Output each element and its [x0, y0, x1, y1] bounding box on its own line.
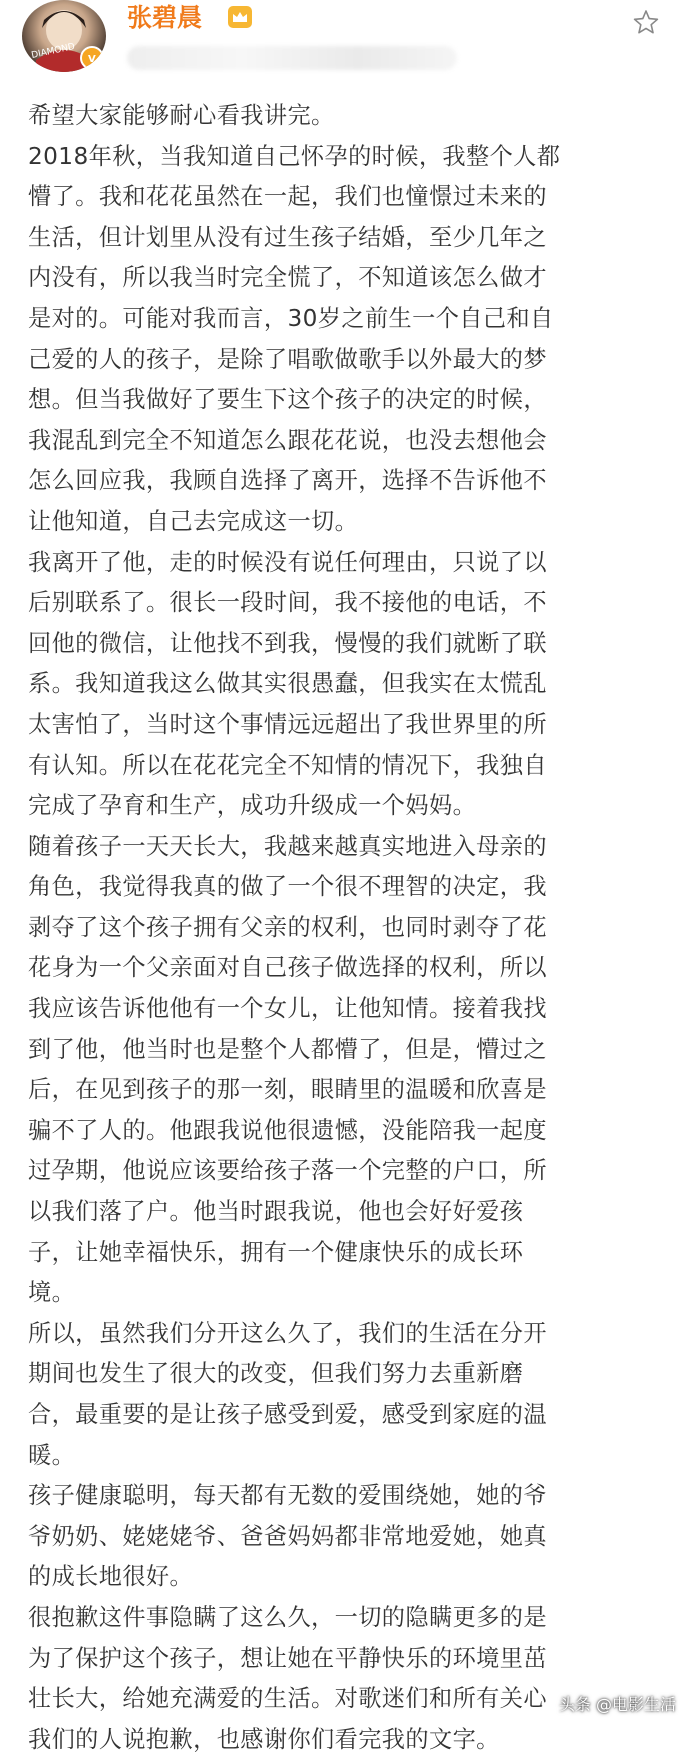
post-meta-blurred [127, 46, 457, 70]
paragraph: 很抱歉这件事隐瞒了这么久，一切的隐瞒更多的是 为了保护这个孩子，想让她在平静快乐的环境里茁 壮长大，给她充满爱的生活。对歌迷们和所有关心 我们的人说抱歉，也感谢你们看完我的文字。 [28, 1603, 547, 1753]
paragraph: 随着孩子一天天长大，我越来越真实地进入母亲的 角色，我觉得我真的做了一个很不理智的决定，我 剥夺了这个孩子拥有父亲的权利，也同时剥夺了花 花身为一个父亲面对自己孩子做选择的权利，所以 我应该告诉他他有一个女儿，让他知情。接着我找 到了他，他当时也是整个人都懵了，但是，懵过之 后，在见到孩子的那一刻，眼睛里的温暖和欣喜是 骗不了人的。他跟我说他很遗憾，没能陪我一起度 过孕期，他说应该要给孩子落一个完整的户口，所 以我们落了户。他当时跟我说，他也会好好爱孩 子，让她幸福快乐，拥有一个健康快乐的成长环 境。 [28, 832, 547, 1307]
paragraph: 我离开了他，走的时候没有说任何理由，只说了以 后别联系了。很长一段时间，我不接他的电话，不 回他的微信，让他找不到我，慢慢的我们就断了联 系。我知道我这么做其实很愚蠢，但我实在太慌乱 太害怕了，当时这个事情远远超出了我世界里的所 有认知。所以在花花完全不知情的情况下，我独自 完成了孕育和生产，成功升级成一个妈妈。 [28, 548, 547, 820]
watermark: 头条 @电影生活 [558, 1695, 676, 1714]
verified-icon [80, 46, 104, 70]
post-header [0, 0, 700, 100]
crown-icon [228, 6, 252, 28]
paragraph: 希望大家能够耐心看我讲完。 [28, 102, 335, 129]
post-body [28, 96, 688, 1760]
paragraph: 所以，虽然我们分开这么久了，我们的生活在分开 期间也发生了很大的改变，但我们努力去重新磨 合，最重要的是让孩子感受到爱，感受到家庭的温 暖。 [28, 1319, 547, 1469]
svg-text:DIAMOND: DIAMOND [30, 41, 76, 61]
paragraph: 孩子健康聪明，每天都有无数的爱围绕她，她的爷 爷奶奶、姥姥姥爷、爸爸妈妈都非常地爱她，她真 的成长地很好。 [28, 1482, 547, 1591]
svg-text:V: V [88, 54, 96, 64]
avatar[interactable] [22, 0, 106, 72]
paragraph: 2018年秋，当我知道自己怀孕的时候，我整个人都 懵了。我和花花虽然在一起，我们也憧憬过未来的 生活，但计划里从没有过生孩子结婚，至少几年之 内没有，所以我当时完全慌了，不知道该怎么做才 是对的。可能对我而言，30岁之前生一个自己和自 己爱的人的孩子，是除了唱歌做歌手以外最大的梦 想。但当我做好了要生下这个孩子的决定的时候， 我混乱到完全不知道怎么跟花花说，也没去想他会 怎么回应我，我顾自选择了离开，选择不告诉他不 让他知道，自己去完成这一切。 [28, 142, 561, 535]
username[interactable]: 张碧晨 [127, 3, 203, 32]
star-icon[interactable] [632, 8, 660, 36]
